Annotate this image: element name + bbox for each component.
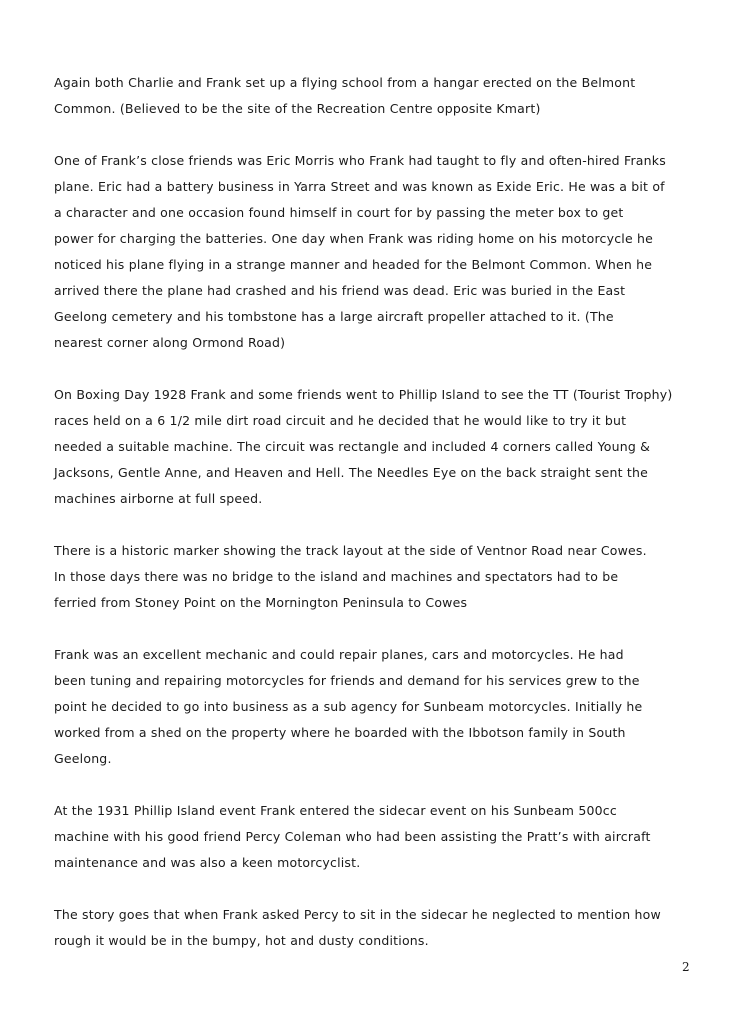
paragraph-eric-morris [54, 148, 691, 356]
text-line: power for charging the batteries. One day when Frank was riding home on his motorcycle he [54, 231, 654, 246]
text-line: arrived there the plane had crashed and his friend was dead. Eric was buried in the East [54, 283, 626, 298]
text-line: worked from a shed on the property where he boarded with the Ibbotson family in South [54, 725, 626, 740]
text-line: maintenance and was also a keen motorcyclist. [54, 855, 361, 870]
paragraph-mechanic [54, 642, 691, 772]
paragraph-historic-marker [54, 538, 691, 616]
paragraph-boxing-day [54, 382, 691, 512]
paragraph-sidecar-story [54, 902, 691, 954]
text-line: At the 1931 Phillip Island event Frank entered the sidecar event on his Sunbeam 500cc [54, 803, 617, 818]
paragraph-flying-school [54, 70, 691, 122]
text-line: rough it would be in the bumpy, hot and dusty conditions. [54, 933, 429, 948]
text-line: Frank was an excellent mechanic and could repair planes, cars and motorcycles. He had [54, 647, 624, 662]
text-line: Again both Charlie and Frank set up a flying school from a hangar erected on the Belmont [54, 75, 636, 90]
text-line: There is a historic marker showing the track layout at the side of Ventnor Road near Cowes. [54, 543, 647, 558]
text-line: The story goes that when Frank asked Percy to sit in the sidecar he neglected to mention how [54, 907, 661, 922]
text-line: a character and one occasion found himself in court for by passing the meter box to get [54, 205, 624, 220]
text-line: Common. (Believed to be the site of the Recreation Centre opposite Kmart) [54, 101, 541, 116]
text-line: been tuning and repairing motorcycles for friends and demand for his services grew to the [54, 673, 640, 688]
text-line: ferried from Stoney Point on the Mornington Peninsula to Cowes [54, 595, 468, 610]
text-line: Geelong cemetery and his tombstone has a large aircraft propeller attached to it. (The [54, 309, 614, 324]
text-line: needed a suitable machine. The circuit was rectangle and included 4 corners called Young & [54, 439, 651, 454]
page-number: 2 [682, 960, 690, 974]
text-line: plane. Eric had a battery business in Yarra Street and was known as Exide Eric. He was a bit of [54, 179, 665, 194]
text-line: point he decided to go into business as a sub agency for Sunbeam motorcycles. Initially he [54, 699, 643, 714]
text-line: On Boxing Day 1928 Frank and some friends went to Phillip Island to see the TT (Tourist Trophy) [54, 387, 673, 402]
text-line: nearest corner along Ormond Road) [54, 335, 286, 350]
paragraph-1931-event [54, 798, 691, 876]
text-line: noticed his plane flying in a strange manner and headed for the Belmont Common. When he [54, 257, 653, 272]
text-line: Geelong. [54, 751, 112, 766]
text-line: Jacksons, Gentle Anne, and Heaven and Hell. The Needles Eye on the back straight sent the [54, 465, 649, 480]
text-line: machine with his good friend Percy Coleman who had been assisting the Pratt’s with aircraft [54, 829, 651, 844]
text-line: One of Frank’s close friends was Eric Morris who Frank had taught to fly and often-hired Franks [54, 153, 666, 168]
document-body [54, 70, 691, 980]
text-line: machines airborne at full speed. [54, 491, 263, 506]
text-line: In those days there was no bridge to the island and machines and spectators had to be [54, 569, 619, 584]
text-line: races held on a 6 1/2 mile dirt road circuit and he decided that he would like to try it but [54, 413, 627, 428]
